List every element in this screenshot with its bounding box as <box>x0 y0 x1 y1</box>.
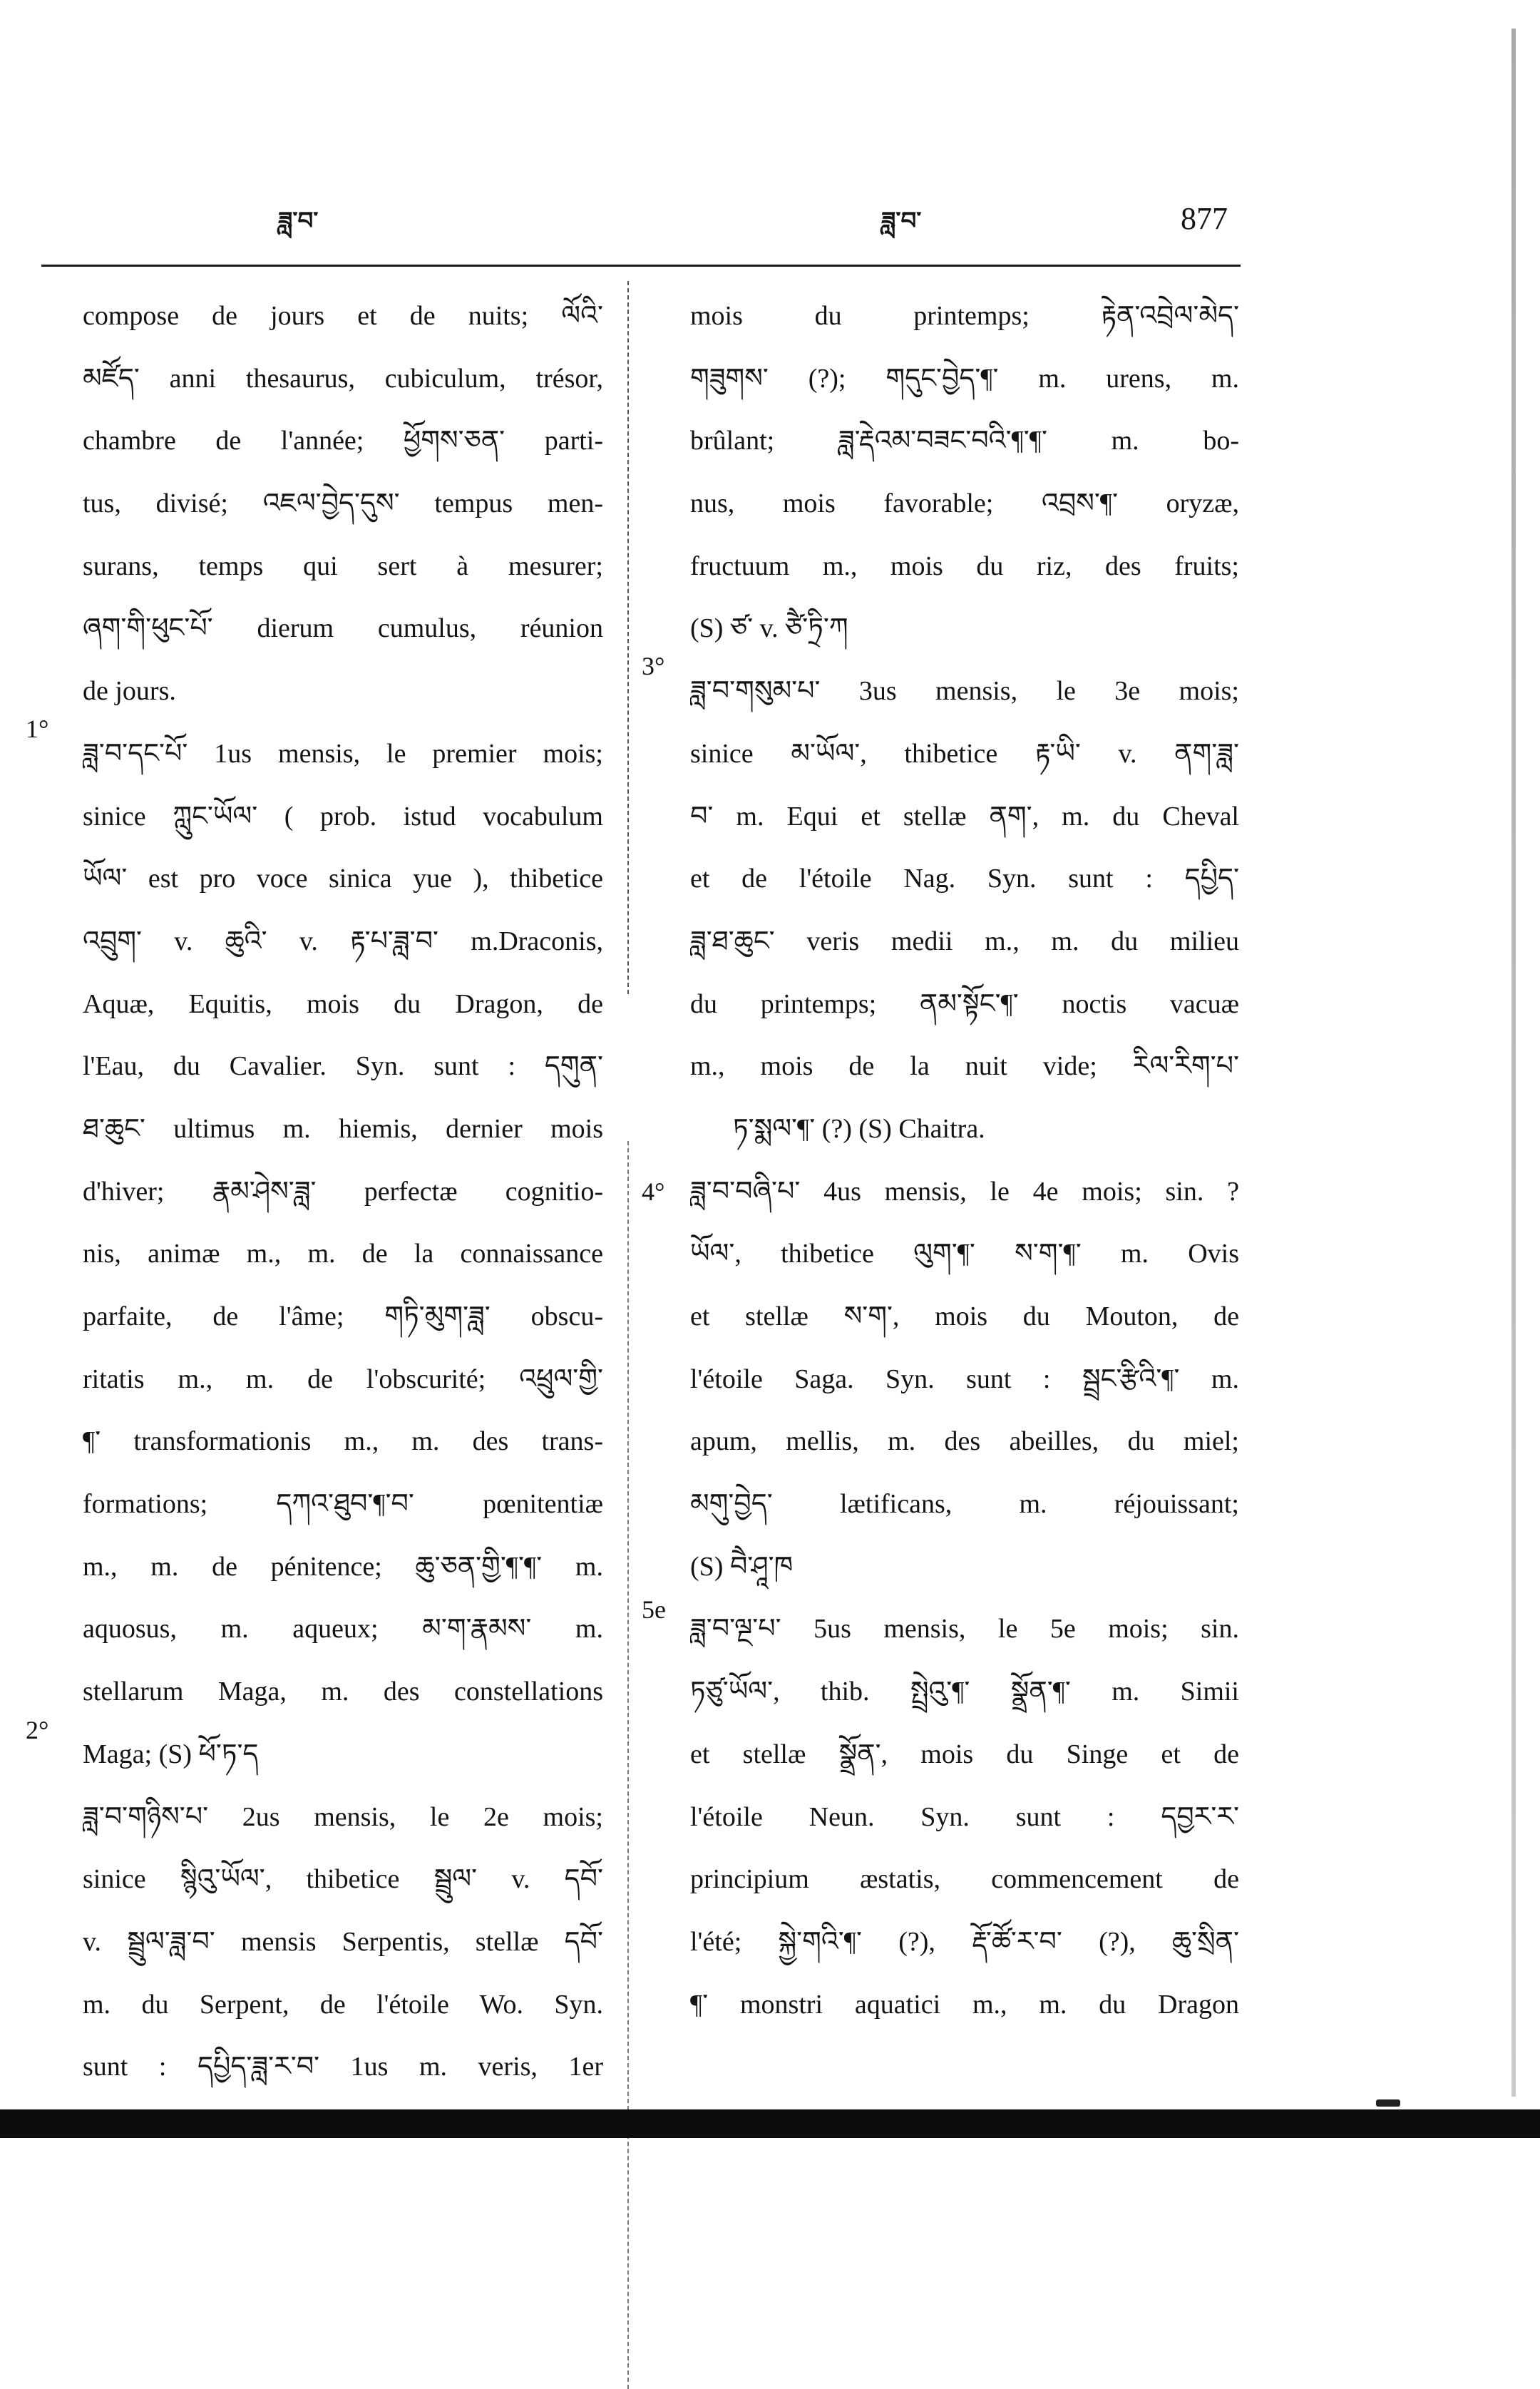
right-column <box>690 285 1239 2036</box>
text-line: l'étoile Neun. Syn. sunt : དབྱར་ར་ <box>690 1801 1239 1832</box>
scan-edge-right <box>1511 29 1516 2097</box>
text-line: ཟླ་བ་གསུམ་པ་ 3us mensis, le 3e mois; <box>690 676 1239 707</box>
center-running-head: ཟླ་བ་ <box>881 207 922 235</box>
text-line: ¶་ transformationis m., m. des trans- <box>83 1426 603 1457</box>
text-line: tus, divisé; འཇལ་བྱེད་དུས་ tempus men- <box>83 488 603 519</box>
entry-number-2: 2° <box>26 1716 49 1744</box>
text-line: ཏཙུ་ཡོལ་, thib. སྤྲེའུ་¶་ སྣྲོན་¶་ m. Simii <box>690 1677 1239 1707</box>
text-line: མཛོད་ anni thesaurus, cubiculum, trésor, <box>83 363 603 394</box>
page-number: 877 <box>1181 201 1228 236</box>
text-line: ཟླ་ཐ་ཆུང་ veris medii m., m. du milieu <box>690 926 1239 956</box>
text-line: l'étoile Saga. Syn. sunt : སྦྲང་རྩིའི་¶་ m. <box>690 1364 1239 1394</box>
header-rule <box>41 265 1241 267</box>
text-line: Maga; (S) ཕོ་ཏ་ད <box>83 1739 259 1769</box>
text-line: Aquæ, Equitis, mois du Dragon, de <box>83 988 603 1019</box>
text-line: sinice ཀླུང་ཡོལ་ ( prob. istud vocabulum <box>83 801 603 832</box>
text-line: m., m. de pénitence; ཆུ་ཅན་གྱི་¶་¶་ m. <box>83 1551 603 1582</box>
text-line: formations; དཀའ་ཐུབ་¶་བ་ pœnitentiæ <box>83 1489 603 1520</box>
text-line: fructuum m., mois du riz, des fruits; <box>690 551 1239 581</box>
text-line: འབྲུག་ v. ཆུའི་ v. རྟ་པ་ཟླ་བ་ m.Draconis, <box>83 926 603 956</box>
text-line: parfaite, de l'âme; གཏི་མུག་ཟླ་ obscu- <box>83 1301 603 1331</box>
text-line: aquosus, m. aqueux; མ་ག་རྣམས་ m. <box>83 1614 603 1644</box>
text-line: brûlant; ཟླ་རྡེའམ་བཟང་བའི་¶་¶་ m. bo- <box>690 426 1239 456</box>
scan-edge-bottom <box>0 2109 1540 2138</box>
text-line: (S) བཻ་ཤཱ་ཁ <box>690 1551 794 1582</box>
text-line: ཟླ་བ་དང་པོ་ 1us mensis, le premier mois; <box>83 738 603 769</box>
text-line: compose de jours et de nuits; ལོའི་ <box>83 301 603 331</box>
entry-number-3: 3° <box>642 652 665 680</box>
text-line: ritatis m., m. de l'obscurité; འཕྲུལ་གྱི་ <box>83 1364 603 1394</box>
text-line: ཟླ་བ་ལྔ་པ་ 5us mensis, le 5e mois; sin. <box>690 1614 1239 1644</box>
entry-number-5: 5e <box>642 1595 666 1624</box>
text-line: et stellæ སྣྲོན་, mois du Singe et de <box>690 1739 1239 1769</box>
text-line: sinice མ་ཡོལ་, thibetice རྟ་ཡི་ v. ནག་ཟླ་ <box>690 738 1239 769</box>
text-line: ཏ་སྨལ་¶་ (?) (S) Chaitra. <box>733 1113 985 1144</box>
text-line: et de l'étoile Nag. Syn. sunt : དཔྱིད་ <box>690 864 1239 894</box>
text-line: ཞག་གི་ཕུང་པོ་ dierum cumulus, réunion <box>83 613 603 644</box>
text-line: et stellæ ས་ག་, mois du Mouton, de <box>690 1301 1239 1331</box>
text-line: nis, animæ m., m. de la connaissance <box>83 1239 603 1269</box>
text-line: ཡོལ་ est pro voce sinica yue ), thibetice <box>83 864 603 894</box>
text-line: l'été; སྐྱེ་གའི་¶་ (?), རྡོ་ཚོ་ར་བ་ (?), ཆུ་སྲིན་ <box>690 1926 1239 1957</box>
text-line: apum, mellis, m. des abeilles, du miel; <box>690 1426 1239 1457</box>
text-line: chambre de l'année; ཕྱོགས་ཅན་ parti- <box>83 426 603 456</box>
text-line: sinice སྙིའུ་ཡོལ་, thibetice སྦྲུལ་ v. དབོ་ <box>83 1864 603 1895</box>
text-line: v. སྦྲུལ་ཟླ་བ་ mensis Serpentis, stellæ དབོ་ <box>83 1926 603 1957</box>
text-line: ཟླ་བ་བཞི་པ་ 4us mensis, le 4e mois; sin. ? <box>690 1176 1239 1207</box>
left-running-head: ཟླ་བ་ <box>278 207 319 235</box>
text-line: mois du printemps; རྟེན་འབྲེལ་མེད་ <box>690 301 1239 331</box>
text-line: གཟུགས་ (?); གདུང་བྱེད་¶་ m. urens, m. <box>690 363 1239 394</box>
text-line: sunt : དཔྱིད་ཟླ་ར་བ་ 1us m. veris, 1er <box>83 2052 603 2082</box>
entry-number-1: 1° <box>26 715 49 743</box>
text-line: m. du Serpent, de l'étoile Wo. Syn. <box>83 1989 603 2020</box>
text-line: l'Eau, du Cavalier. Syn. sunt : དགུན་ <box>83 1051 603 1082</box>
left-column <box>83 285 603 2099</box>
text-line: principium æstatis, commencement de <box>690 1864 1239 1895</box>
text-line: de jours. <box>83 676 176 707</box>
text-line: ཐ་ཆུང་ ultimus m. hiemis, dernier mois <box>83 1113 603 1144</box>
entry-number-4: 4° <box>642 1177 665 1206</box>
text-line: (S) ཙ་ v. ཙཻ་ཏྲི་ཀ <box>690 613 848 644</box>
ink-mark <box>1376 2099 1400 2107</box>
text-line: surans, temps qui sert à mesurer; <box>83 551 603 581</box>
text-line: བ་ m. Equi et stellæ ནག་, m. du Cheval <box>690 801 1239 832</box>
column-divider <box>627 281 629 994</box>
text-line: ཟླ་བ་གཉིས་པ་ 2us mensis, le 2e mois; <box>83 1801 603 1832</box>
text-line: ¶་ monstri aquatici m., m. du Dragon <box>690 1989 1239 2020</box>
text-line: nus, mois favorable; འབྲས་¶་ oryzæ, <box>690 488 1239 519</box>
column-divider-lower <box>627 1141 629 2389</box>
text-line: m., mois de la nuit vide; རིལ་རིག་པ་ <box>690 1051 1239 1082</box>
text-line: མགུ་བྱེད་ lætificans, m. réjouissant; <box>690 1489 1239 1520</box>
text-line: ཡོལ་, thibetice ལུག་¶་ ས་ག་¶་ m. Ovis <box>690 1239 1239 1269</box>
text-line: stellarum Maga, m. des constellations <box>83 1677 603 1707</box>
text-line: du printemps; ནམ་སྟོང་¶་ noctis vacuæ <box>690 988 1239 1019</box>
text-line: d'hiver; རྣམ་ཤེས་ཟླ་ perfectæ cognitio- <box>83 1176 603 1207</box>
